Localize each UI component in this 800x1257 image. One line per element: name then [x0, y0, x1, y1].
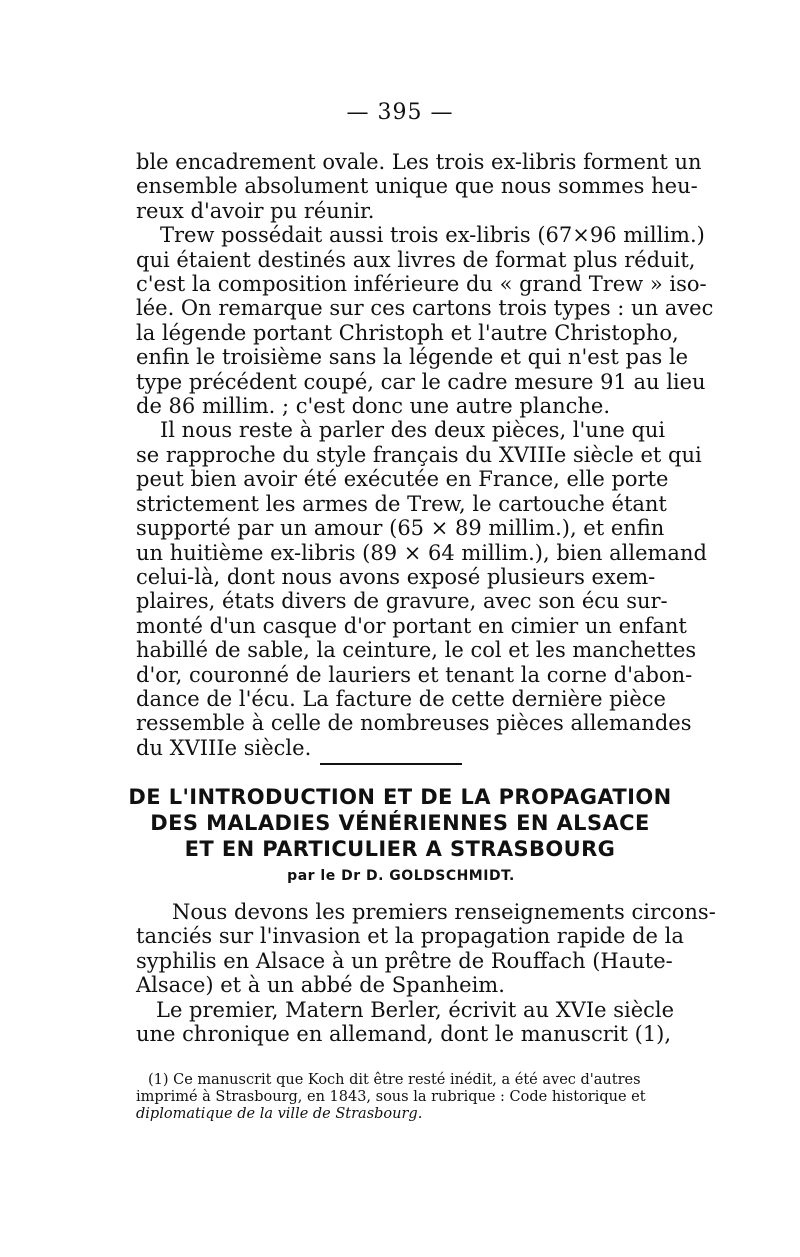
text-line: de 86 millim. ; c'est donc une autre planche. — [136, 394, 611, 419]
footnote-line: (1) Ce manuscrit que Koch dit être resté inédit, a été avec d'autres — [148, 1072, 641, 1088]
text-line: habillé de sable, la ceinture, le col et les manchettes — [136, 638, 697, 663]
text-line: peut bien avoir été exécutée en France, elle porte — [136, 467, 669, 492]
text-line: reux d'avoir pu réunir. — [136, 198, 375, 223]
text-line: lée. On remarque sur ces cartons trois types : un avec — [136, 296, 714, 321]
text-line: type précédent coupé, car le cadre mesure 91 au lieu — [136, 369, 706, 394]
text-line: enfin le troisième sans la légende et qui n'est pas le — [136, 345, 689, 370]
text-line: la légende portant Christoph et l'autre Christopho, — [136, 320, 679, 345]
title-line: DES MALADIES VÉNÉRIENNES EN ALSACE — [150, 811, 650, 835]
text-line: ble encadrement ovale. Les trois ex-libris forment un — [136, 150, 702, 174]
text-line: qui étaient destinés aux livres de format plus réduit, — [136, 247, 696, 272]
text-line: Le premier, Matern Berler, écrivit au XVIe siècle — [156, 997, 675, 1022]
footnote — [136, 1072, 666, 1123]
footnote-line: imprimé à Strasbourg, en 1843, sous la rubrique : Code historique et — [136, 1089, 646, 1105]
section-divider — [320, 763, 462, 765]
text-line: d'or, couronné de lauriers et tenant la corne d'abon- — [136, 662, 693, 687]
text-line: un huitième ex-libris (89 × 64 millim.), bien allemand — [136, 540, 707, 565]
text-line: strictement les armes de Trew, le cartouche étant — [136, 491, 667, 516]
section-2-text — [136, 900, 716, 1047]
text-line: Nous devons les premiers renseignements circons- — [172, 900, 716, 924]
text-line: monté d'un casque d'or portant en cimier un enfant — [136, 613, 687, 638]
text-line: syphilis en Alsace à un prêtre de Rouffach (Haute- — [136, 948, 673, 973]
text-line: Alsace) et à un abbé de Spanheim. — [136, 973, 505, 998]
text-line: du XVIIIe siècle. — [136, 735, 312, 760]
text-line: Il nous reste à parler des deux pièces, l'une qui — [160, 418, 666, 443]
text-line: celui-là, dont nous avons exposé plusieurs exem- — [136, 564, 656, 589]
text-line: ressemble à celle de nombreuses pièces allemandes — [136, 711, 692, 736]
text-line: c'est la composition inférieure du « grand Trew » iso- — [136, 272, 707, 297]
footnote-line: diplomatique de la ville de Strasbourg. — [136, 1106, 423, 1122]
text-line: Trew possédait aussi trois ex-libris (67×96 millim.) — [160, 223, 705, 248]
text-line: se rapproche du style français du XVIIIe siècle et qui — [136, 442, 702, 467]
page-number: — 395 — — [346, 100, 454, 125]
text-line: plaires, états divers de gravure, avec son écu sur- — [136, 589, 668, 614]
title-line: DE L'INTRODUCTION ET DE LA PROPAGATION — [128, 785, 672, 809]
section-1-text — [136, 150, 714, 760]
text-line: dance de l'écu. La facture de cette dernière pièce — [136, 686, 666, 711]
text-line: une chronique en allemand, dont le manuscrit (1), — [136, 1022, 672, 1047]
text-line: tanciés sur l'invasion et la propagation rapide de la — [136, 924, 684, 949]
text-line: supporté par un amour (65 × 89 millim.), et enfin — [136, 516, 665, 541]
title-line: ET EN PARTICULIER A STRASBOURG — [184, 837, 616, 861]
text-line: ensemble absolument unique que nous sommes heu- — [136, 174, 698, 199]
article-author: par le Dr D. GOLDSCHMIDT. — [287, 868, 515, 884]
article-title — [120, 784, 680, 862]
